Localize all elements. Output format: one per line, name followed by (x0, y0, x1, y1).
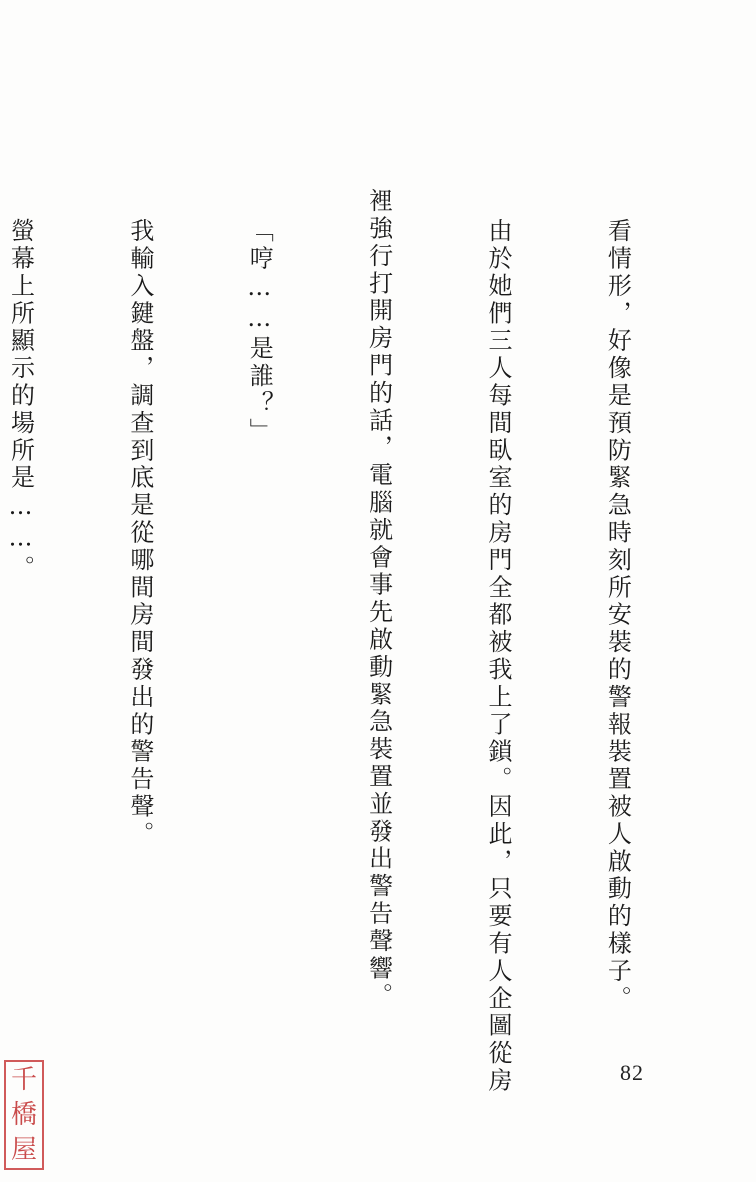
red-seal-stamp (4, 1060, 44, 1170)
text-column-5: 我輸入鍵盤，調查到底是從哪間房間發出的警告聲。 (125, 218, 154, 849)
seal-char-3: 屋 (10, 1135, 37, 1166)
text-column-3: 裡強行打開房門的話，電腦就會事先啟動緊急裝置並發出警告聲響。 (364, 188, 393, 1010)
text-column-1: 看情形，好像是預防緊急時刻所安裝的警報裝置被人啟動的樣子。 (603, 218, 632, 1013)
text-column-6: 螢幕上所顯示的場所是……。 (6, 218, 35, 583)
seal-char-1: 千 (10, 1064, 37, 1095)
page-number: 82 (620, 1060, 644, 1085)
text-column-4: 「哼……是誰？」 (245, 218, 274, 446)
seal-char-2: 橋 (10, 1099, 37, 1130)
text-column-2: 由於她們三人每間臥室的房門全都被我上了鎖。因此，只要有人企圖從房 (484, 218, 513, 1095)
